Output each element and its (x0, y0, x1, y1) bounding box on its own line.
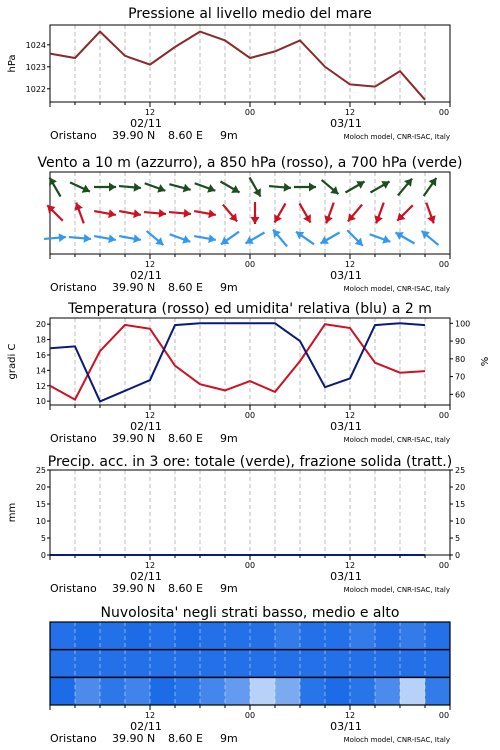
cloud-cell (225, 622, 251, 650)
panel-title: Temperatura (rosso) ed umidita' relativa (blu) a 2 m (68, 301, 432, 317)
date-label: 03/11 (330, 420, 362, 433)
y2-tick-label: 60 (455, 390, 466, 400)
y-tick-label: 15 (35, 500, 46, 509)
y-tick-label: 5 (40, 534, 46, 543)
temperature-panel (7, 301, 491, 445)
date-label: 03/11 (330, 269, 362, 282)
cloud-cell (300, 622, 326, 650)
location-lon: 8.60 E (168, 732, 203, 745)
x-tick-label: 00 (438, 108, 450, 117)
x-tick-label: 12 (144, 711, 156, 720)
y-tick-label: 16 (35, 350, 46, 360)
date-label: 03/11 (330, 570, 362, 583)
x-tick-label: 00 (244, 260, 256, 269)
location-name: Oristano (50, 281, 97, 294)
cloud-cell (350, 677, 376, 705)
wind-arrow-head (59, 233, 66, 242)
location-alt: 9m (220, 281, 238, 294)
panel-title: Vento a 10 m (azzurro), a 850 hPa (rosso), a 700 hPa (verde) (37, 155, 463, 171)
wind-arrow-head (309, 183, 316, 192)
model-credit: Moloch model, CNR-ISAC, Italy (343, 285, 450, 293)
y2-tick-label: 15 (455, 500, 466, 509)
cloud-cell (400, 677, 426, 705)
y-tick-label: 20 (35, 320, 46, 330)
cloud-panel (50, 605, 451, 745)
model-credit: Moloch model, CNR-ISAC, Italy (343, 133, 450, 141)
model-credit: Moloch model, CNR-ISAC, Italy (343, 586, 450, 594)
x-tick-label: 12 (144, 108, 156, 117)
cloud-cell (375, 650, 401, 678)
cloud-cell (425, 650, 451, 678)
cloud-cell (100, 622, 126, 650)
y-tick-label: 1022 (25, 84, 46, 94)
x-tick-label: 00 (438, 711, 450, 720)
panel-title: Precip. acc. in 3 ore: totale (verde), frazione solida (tratt.) (47, 454, 453, 470)
pressure-panel (7, 6, 450, 142)
cloud-cell (125, 622, 151, 650)
y-tick-label: 12 (35, 381, 46, 391)
cloud-cell (200, 622, 226, 650)
model-credit: Moloch model, CNR-ISAC, Italy (343, 436, 450, 444)
x-tick-label: 12 (344, 260, 356, 269)
x-tick-label: 12 (344, 711, 356, 720)
x-tick-label: 00 (244, 711, 256, 720)
y2-tick-label: 25 (455, 466, 466, 475)
cloud-cell (300, 650, 326, 678)
location-lat: 39.90 N (112, 732, 156, 745)
cloud-cell (425, 622, 451, 650)
y-tick-label: 20 (35, 483, 46, 492)
location-lon: 8.60 E (168, 281, 203, 294)
y2-tick-label: 80 (455, 354, 466, 364)
location-name: Oristano (50, 432, 97, 445)
location-alt: 9m (220, 582, 238, 595)
location-lon: 8.60 E (168, 129, 203, 142)
x-tick-label: 00 (244, 108, 256, 117)
date-label: 02/11 (130, 269, 162, 282)
wind-arrow-head (284, 183, 291, 192)
x-tick-label: 00 (438, 260, 450, 269)
y-axis-label: hPa (7, 54, 18, 73)
cloud-cell (100, 650, 126, 678)
cloud-cell (275, 622, 301, 650)
location-lat: 39.90 N (112, 281, 156, 294)
location-lon: 8.60 E (168, 582, 203, 595)
location-name: Oristano (50, 732, 97, 745)
cloud-cell (150, 650, 176, 678)
cloud-cell (75, 650, 101, 678)
cloud-cell (50, 622, 76, 650)
wind-arrow-head (184, 209, 191, 218)
y2-axis-label: % (480, 356, 491, 367)
location-name: Oristano (50, 582, 97, 595)
cloud-cell (350, 650, 376, 678)
cloud-cell (175, 677, 201, 705)
y-tick-label: 18 (35, 335, 46, 345)
location-alt: 9m (220, 432, 238, 445)
x-tick-label: 00 (244, 561, 256, 570)
cloud-cell (325, 677, 351, 705)
y2-tick-label: 90 (455, 337, 466, 347)
location-alt: 9m (220, 732, 238, 745)
x-tick-label: 00 (244, 411, 256, 420)
cloud-cell (325, 650, 351, 678)
wind-arrow-head (251, 217, 260, 224)
cloud-cell (250, 677, 276, 705)
model-credit: Moloch model, CNR-ISAC, Italy (343, 736, 450, 744)
location-alt: 9m (220, 129, 238, 142)
cloud-cell (275, 677, 301, 705)
cloud-cell (400, 622, 426, 650)
wind-panel (37, 155, 462, 294)
date-label: 02/11 (130, 117, 162, 130)
x-tick-label: 12 (144, 260, 156, 269)
cloud-cell (400, 650, 426, 678)
y2-tick-label: 70 (455, 372, 466, 382)
y-tick-label: 10 (35, 397, 46, 407)
cloud-cell (250, 622, 276, 650)
panel-title: Nuvolosita' negli strati basso, medio e alto (100, 605, 400, 621)
x-tick-label: 12 (344, 108, 356, 117)
y2-tick-label: 5 (455, 534, 461, 543)
cloud-cell (150, 622, 176, 650)
location-lat: 39.90 N (112, 582, 156, 595)
pressure-line (50, 32, 425, 100)
cloud-cell (300, 677, 326, 705)
y-axis-label: gradi C (7, 343, 18, 380)
y2-tick-label: 20 (455, 483, 466, 492)
date-label: 02/11 (130, 420, 162, 433)
x-tick-label: 12 (344, 561, 356, 570)
cloud-cell (350, 622, 376, 650)
cloud-cell (200, 650, 226, 678)
cloud-cell (225, 677, 251, 705)
x-tick-label: 12 (144, 561, 156, 570)
date-label: 02/11 (130, 570, 162, 583)
y-tick-label: 14 (35, 366, 46, 376)
cloud-cell (50, 650, 76, 678)
cloud-cell (125, 650, 151, 678)
cloud-cell (325, 622, 351, 650)
x-tick-label: 00 (438, 561, 450, 570)
cloud-cell (75, 622, 101, 650)
x-tick-label: 00 (438, 411, 450, 420)
date-label: 02/11 (130, 720, 162, 733)
location-lat: 39.90 N (112, 432, 156, 445)
y-tick-label: 0 (40, 551, 46, 560)
cloud-cell (175, 650, 201, 678)
y-axis-label: mm (7, 502, 18, 523)
temperature-line (50, 324, 425, 399)
cloud-cell (125, 677, 151, 705)
panel-title: Pressione al livello medio del mare (128, 6, 372, 22)
cloud-cell (375, 622, 401, 650)
cloud-cell (275, 650, 301, 678)
wind-arrow-head (183, 184, 191, 193)
wind-arrow-head (109, 183, 116, 192)
cloud-cell (225, 650, 251, 678)
y-tick-label: 25 (35, 466, 46, 475)
cloud-cell (425, 677, 451, 705)
cloud-cell (100, 677, 126, 705)
location-lon: 8.60 E (168, 432, 203, 445)
wind-arrow-head (159, 209, 166, 218)
wind-arrow-head (134, 183, 141, 192)
cloud-cell (175, 622, 201, 650)
location-lat: 39.90 N (112, 129, 156, 142)
cloud-cell (250, 650, 276, 678)
cloud-cell (200, 677, 226, 705)
y2-tick-label: 0 (455, 551, 461, 560)
location-name: Oristano (50, 129, 97, 142)
wind-arrow-head (84, 234, 91, 243)
y-tick-label: 10 (35, 517, 46, 526)
x-tick-label: 12 (344, 411, 356, 420)
cloud-cell (75, 677, 101, 705)
y2-tick-label: 10 (455, 517, 466, 526)
precipitation-panel (7, 454, 465, 595)
y-tick-label: 1024 (25, 40, 46, 50)
x-tick-label: 12 (144, 411, 156, 420)
cloud-cell (375, 677, 401, 705)
cloud-cell (150, 677, 176, 705)
y-tick-label: 1023 (25, 62, 46, 72)
cloud-cell (50, 677, 76, 705)
date-label: 03/11 (330, 117, 362, 130)
y2-tick-label: 100 (455, 319, 471, 329)
humidity-line (50, 323, 425, 401)
date-label: 03/11 (330, 720, 362, 733)
